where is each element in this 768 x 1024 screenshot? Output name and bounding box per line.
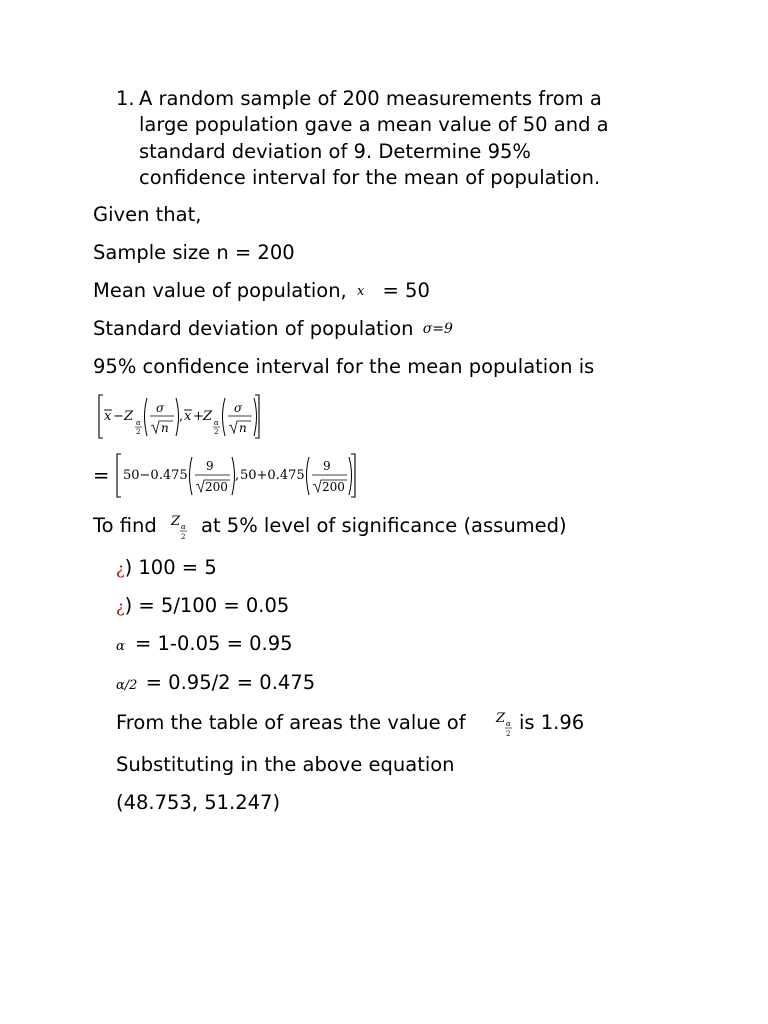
to-find-prefix: To find (93, 514, 157, 537)
sigma-numerator-2: σ (234, 401, 243, 415)
root-200: 200 (205, 480, 228, 494)
alpha-half-step (116, 670, 315, 699)
table-prefix: From the table of areas the value of (116, 711, 466, 734)
xbar-symbol: x (104, 409, 112, 424)
question-text (139, 86, 609, 192)
formula-comma: , (179, 409, 184, 424)
alpha-step (116, 631, 293, 660)
question-line-4: confidence interval for the mean of population. (139, 166, 601, 190)
to-find-line (93, 513, 157, 539)
alpha-text: = 1-0.05 = 0.95 (134, 632, 293, 655)
step-2-glyph: ¿ (116, 597, 125, 616)
alpha-sub: α (136, 419, 141, 427)
z-alpha-half-symbol-2 (493, 708, 517, 740)
n-denominator-2: n (239, 421, 247, 435)
question-line-3: standard deviation of 9. Determine 95% (139, 139, 531, 163)
mean-label: Mean value of population, (93, 279, 347, 302)
sample-size-line: Sample size n = 200 (93, 241, 295, 264)
nine-numerator-2: 9 (323, 459, 331, 473)
svg-text:2: 2 (506, 730, 511, 738)
sd-line (93, 316, 453, 344)
two-sub: 2 (136, 428, 141, 436)
xbar-symbol-2: x (184, 409, 192, 424)
sd-label: Standard deviation of population (93, 317, 414, 340)
alpha-half-text: = 0.95/2 = 0.475 (145, 671, 316, 694)
mean-line (93, 278, 430, 307)
step-1 (116, 555, 217, 582)
question-line-2: large population gave a mean value of 50 and a (139, 113, 609, 137)
mean-value: = 50 (382, 279, 430, 302)
ci-general-formula (95, 393, 265, 441)
left-bound-expr: 50−0.475 (123, 468, 188, 483)
nine-numerator: 9 (206, 459, 214, 473)
question-line-1: A random sample of 200 measurements from a (139, 87, 602, 110)
substituting-line: Substituting in the above equation (116, 753, 455, 776)
question-number: 1. (116, 87, 135, 110)
two-sub-2: 2 (214, 428, 219, 436)
alpha-symbol: α (116, 639, 125, 654)
sigma-numerator: σ (156, 401, 165, 415)
right-bound-expr: 50+0.475 (240, 468, 305, 483)
step-2 (116, 593, 289, 620)
svg-text:α: α (506, 720, 511, 728)
step-2-text: ) = 5/100 = 0.05 (124, 594, 290, 617)
mean-symbol: x (356, 284, 365, 299)
svg-text:Z: Z (496, 711, 506, 726)
substitution-comma: , (235, 468, 240, 483)
sd-expression: σ=9 (422, 321, 453, 337)
ci-substituted-formula (113, 452, 363, 500)
left-square-bracket (99, 395, 103, 438)
n-denominator: n (161, 421, 169, 435)
step-1-text: ) 100 = 5 (124, 556, 217, 579)
minus-sign: − (113, 409, 124, 424)
z-symbol: Z (124, 409, 134, 424)
ci-label: 95% confidence interval for the mean population is (93, 355, 595, 378)
table-suffix: is 1.96 (519, 711, 585, 734)
result-line: (48.753, 51.247) (116, 791, 281, 814)
given-heading: Given that, (93, 203, 202, 226)
to-find-suffix: at 5% level of significance (assumed) (201, 514, 567, 537)
alpha-sub-2: α (214, 419, 219, 427)
left-square-bracket (117, 454, 121, 497)
svg-text:2: 2 (181, 533, 186, 541)
alpha-half-symbol: α/2 (116, 678, 138, 693)
plus-sign: + (193, 409, 204, 424)
z-symbol-2: Z (203, 409, 213, 424)
root-200-2: 200 (322, 480, 345, 494)
svg-text:α: α (181, 523, 186, 531)
svg-text:Z: Z (171, 514, 181, 529)
substitution-equals: = (93, 464, 110, 487)
z-alpha-half-symbol (168, 511, 192, 543)
step-1-glyph: ¿ (116, 559, 125, 578)
